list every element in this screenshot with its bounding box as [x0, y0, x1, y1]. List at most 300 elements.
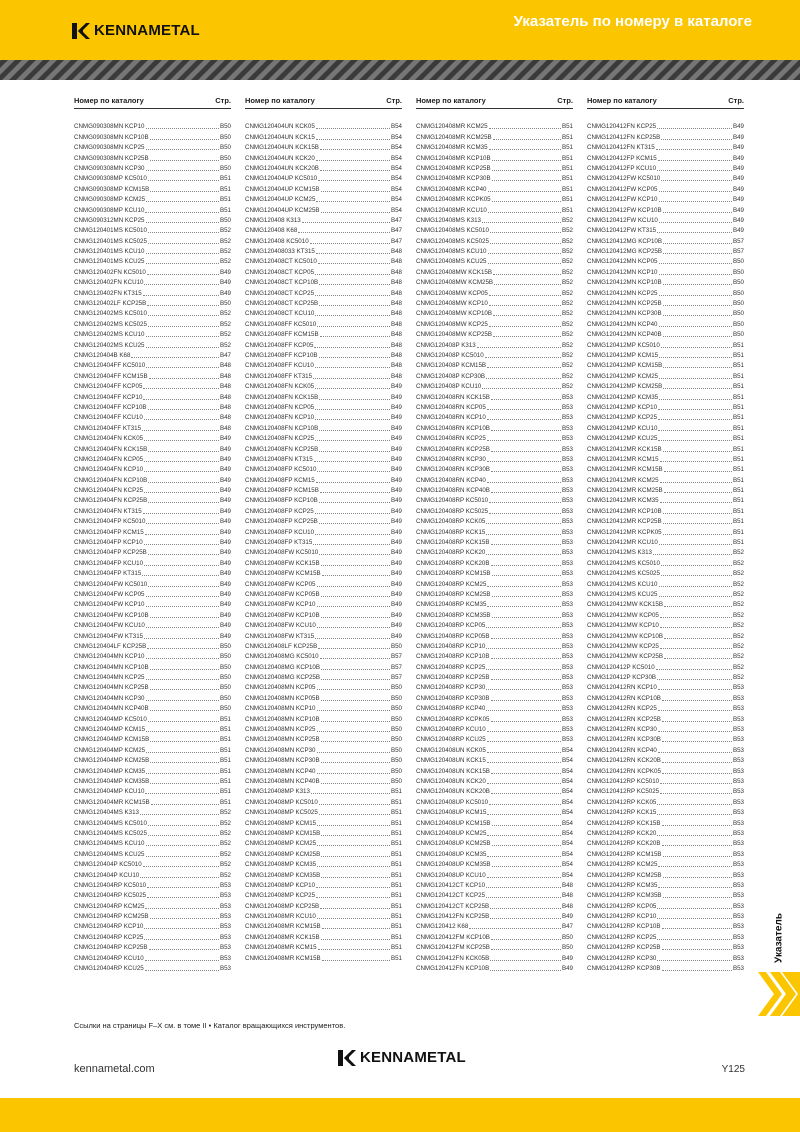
page-ref: B53	[561, 663, 573, 671]
index-row	[74, 454, 231, 464]
footer-logo	[338, 1049, 466, 1066]
catalog-number: CNMG120408MR KCPK05	[416, 196, 491, 204]
page-ref: B49	[390, 549, 402, 557]
dot-leader	[660, 502, 732, 503]
catalog-number: CNMG120408MP KC5025	[245, 809, 318, 817]
index-row	[587, 921, 744, 931]
page-ref: B52	[219, 850, 231, 858]
page-ref: B52	[561, 383, 573, 391]
index-row	[74, 744, 231, 754]
dot-leader	[316, 160, 390, 161]
dot-leader	[663, 305, 732, 306]
catalog-number: CNMG120412RN KCP30B	[587, 736, 661, 744]
index-row	[74, 630, 231, 640]
catalog-number: CNMG120404B K68	[74, 351, 131, 359]
index-row	[587, 713, 744, 723]
page-ref: B49	[219, 289, 231, 297]
index-row	[416, 828, 573, 838]
page-ref: B50	[732, 268, 744, 276]
index-row	[587, 890, 744, 900]
index-row	[587, 952, 744, 962]
catalog-number: CNMG120408FN KCP25B	[245, 445, 319, 453]
dot-leader	[143, 399, 219, 400]
index-row	[587, 776, 744, 786]
catalog-number: CNMG120404FW KC5010	[74, 580, 148, 588]
catalog-number: CNMG120408FW KT315	[245, 632, 315, 640]
catalog-number: CNMG120404FW KT315	[74, 632, 144, 640]
index-row	[587, 121, 744, 131]
page-ref: B51	[219, 798, 231, 806]
page-ref: B51	[732, 507, 744, 515]
catalog-number: CNMG120412RP KCM25B	[587, 871, 662, 879]
page-ref: B51	[390, 902, 402, 910]
dot-leader	[658, 689, 732, 690]
catalog-number: CNMG120412 K68	[416, 923, 469, 931]
page-ref: B49	[390, 611, 402, 619]
catalog-number: CNMG120408RN KCP40	[416, 476, 486, 484]
page-ref: B52	[219, 237, 231, 245]
page-ref: B50	[390, 684, 402, 692]
index-row	[74, 121, 231, 131]
dot-leader	[489, 149, 561, 150]
dot-leader	[662, 970, 732, 971]
dot-leader	[315, 440, 390, 441]
index-row	[416, 963, 573, 973]
page-ref: B52	[732, 632, 744, 640]
catalog-number: CNMG120408RN KCP10	[416, 414, 486, 422]
dot-leader	[491, 638, 561, 639]
index-row	[245, 755, 402, 765]
catalog-number: CNMG120408RP KCU10	[416, 726, 486, 734]
page-ref: B51	[390, 944, 402, 952]
page-ref: B51	[390, 881, 402, 889]
page-ref: B54	[561, 809, 573, 817]
dot-leader	[314, 347, 390, 348]
catalog-number: CNMG120408RP KCM35	[416, 601, 487, 609]
catalog-number: CNMG120408MN KCP25	[245, 726, 316, 734]
page-ref: B47	[561, 923, 573, 931]
page-ref: B51	[732, 518, 744, 526]
index-row	[416, 215, 573, 225]
chevron-right-icon[interactable]	[752, 972, 800, 1016]
dot-leader	[146, 149, 219, 150]
dot-leader	[488, 212, 561, 213]
catalog-no-heading: Номер по каталогу	[587, 96, 657, 105]
catalog-number: CNMG120408MW KCP25	[416, 320, 488, 328]
catalog-number: CNMG090308MN KCP25	[74, 144, 145, 152]
index-row	[587, 557, 744, 567]
catalog-number: CNMG120404FF KCM15B	[74, 372, 148, 380]
page-ref: B52	[219, 258, 231, 266]
catalog-number: CNMG120408MG KC5010	[245, 653, 319, 661]
page-ref: B53	[732, 829, 744, 837]
catalog-number: CNMG120408MW KCP05	[416, 289, 488, 297]
dot-leader	[316, 201, 390, 202]
dot-leader	[488, 263, 561, 264]
catalog-number: CNMG120404MN KCP10	[74, 653, 145, 661]
catalog-number: CNMG120412MS KC5010	[587, 559, 660, 567]
index-row	[74, 298, 231, 308]
page-ref: B51	[390, 798, 402, 806]
catalog-number: CNMG120408MP KCM25	[245, 840, 317, 848]
catalog-number: CNMG120408FF KCM15B	[245, 331, 319, 339]
dot-leader	[491, 700, 561, 701]
page-ref: B49	[219, 268, 231, 276]
index-row	[245, 890, 402, 900]
catalog-number: CNMG120408RP KCK15	[416, 528, 486, 536]
page-ref: B52	[732, 674, 744, 682]
dot-leader	[150, 741, 219, 742]
page-ref: B53	[561, 705, 573, 713]
catalog-number: CNMG120404RP KCP25	[74, 933, 144, 941]
dot-leader	[150, 669, 219, 670]
dot-leader	[664, 606, 732, 607]
dot-leader	[318, 180, 390, 181]
dot-leader	[302, 222, 390, 223]
page-ref: B54	[561, 778, 573, 785]
index-row	[416, 412, 573, 422]
dot-leader	[315, 367, 390, 368]
index-row	[587, 339, 744, 349]
catalog-number: CNMG120408MN KCP40	[245, 767, 316, 775]
index-row	[587, 547, 744, 557]
page-ref: B51	[390, 892, 402, 900]
catalog-number: CNMG120408FW KC5010	[245, 549, 319, 557]
catalog-number: CNMG120408UP KCM25	[416, 829, 487, 837]
page-ref: B51	[390, 829, 402, 837]
dot-leader	[660, 461, 732, 462]
index-row	[74, 900, 231, 910]
dot-leader	[663, 243, 732, 244]
dot-leader	[313, 378, 390, 379]
index-row	[416, 786, 573, 796]
index-row	[245, 838, 402, 848]
dot-leader	[321, 877, 390, 878]
side-tab[interactable]	[764, 908, 794, 968]
index-row	[74, 350, 231, 360]
index-row	[587, 277, 744, 287]
catalog-number: CNMG120408MR KCU10	[416, 206, 487, 214]
page-ref: B49	[390, 445, 402, 453]
index-row	[416, 900, 573, 910]
index-row	[245, 370, 402, 380]
index-row	[587, 672, 744, 682]
catalog-number: CNMG120408RP KCK15B	[416, 539, 490, 547]
page-ref: B53	[561, 674, 573, 682]
index-row	[245, 215, 402, 225]
dot-leader	[310, 243, 390, 244]
index-row	[245, 682, 402, 692]
dot-leader	[491, 451, 561, 452]
index-row	[245, 152, 402, 162]
catalog-number: CNMG120408UP KCM15	[416, 809, 487, 817]
index-row	[587, 350, 744, 360]
catalog-number: CNMG120408MR KCP30B	[416, 175, 491, 183]
page-ref: B49	[732, 133, 744, 141]
index-row	[245, 173, 402, 183]
index-row	[587, 703, 744, 713]
page-ref: B52	[561, 237, 573, 245]
index-row	[74, 495, 231, 505]
catalog-number: CNMG120402FN KCU10	[74, 279, 144, 287]
index-row	[245, 350, 402, 360]
index-row	[587, 859, 744, 869]
page-ref: B53	[732, 913, 744, 921]
catalog-number: CNMG120408FP KCM15	[245, 476, 315, 484]
catalog-number: CNMG120408RP KCP30	[416, 684, 486, 692]
index-row	[416, 194, 573, 204]
catalog-number: CNMG120412RN KCP25B	[587, 715, 661, 723]
catalog-number: CNMG120412RP KCK20B	[587, 840, 661, 848]
index-row	[416, 661, 573, 671]
dot-leader	[662, 721, 732, 722]
catalog-number: CNMG120412RP KCK15	[587, 809, 657, 817]
page-ref: B50	[561, 944, 573, 952]
catalog-number: CNMG120408RN KCP25B	[416, 445, 490, 453]
page-ref: B47	[390, 216, 402, 224]
dot-leader	[147, 305, 219, 306]
index-row	[416, 641, 573, 651]
index-row	[245, 443, 402, 453]
dot-leader	[150, 918, 219, 919]
index-row	[587, 454, 744, 464]
dot-leader	[144, 284, 219, 285]
catalog-number: CNMG120408 K313	[245, 216, 301, 224]
catalog-number: CNMG120412MR KCM15	[587, 455, 659, 463]
page-ref: B52	[561, 362, 573, 370]
catalog-number: CNMG120408MP KC5010	[245, 798, 318, 806]
index-row	[74, 807, 231, 817]
index-row	[245, 848, 402, 858]
page-ref: B54	[390, 175, 402, 183]
page-ref: B50	[219, 705, 231, 713]
dot-leader	[146, 367, 219, 368]
catalog-number: CNMG120412MN KCP30B	[587, 310, 662, 318]
page-ref: B48	[390, 331, 402, 339]
catalog-number: CNMG120408CT KCP25B	[245, 300, 319, 308]
catalog-number: CNMG120404RP KC5025	[74, 892, 147, 900]
index-row	[245, 557, 402, 567]
index-row	[587, 641, 744, 651]
page-ref: B53	[561, 559, 573, 567]
page-ref: B51	[219, 175, 231, 183]
dot-leader	[486, 887, 561, 888]
website-link[interactable]: kennametal.com	[74, 1063, 155, 1075]
catalog-number: CNMG120408MP KCP25	[245, 892, 316, 900]
dot-leader	[662, 700, 732, 701]
page-ref: B52	[219, 861, 231, 869]
dot-leader	[146, 523, 219, 524]
index-row	[74, 412, 231, 422]
index-row	[587, 692, 744, 702]
dot-leader	[491, 721, 561, 722]
dot-leader	[487, 814, 561, 815]
catalog-number: CNMG120408MG KCP25B	[245, 674, 320, 682]
catalog-number: CNMG120404MN KCP25	[74, 674, 145, 682]
catalog-number: CNMG120412FP KCU10	[587, 164, 657, 172]
catalog-number: CNMG120412FW KCP10B	[587, 206, 662, 214]
page-ref: B49	[732, 123, 744, 131]
index-row	[587, 734, 744, 744]
catalog-number: CNMG090308MP KCM25	[74, 196, 146, 204]
catalog-number: CNMG120408MP KCM15B	[245, 829, 321, 837]
catalog-number: CNMG120408UN KCK20	[416, 778, 486, 785]
catalog-number: CNMG120408RN KCP25	[416, 435, 486, 443]
index-row	[416, 692, 573, 702]
index-row	[74, 734, 231, 744]
index-row	[416, 329, 573, 339]
index-row	[416, 942, 573, 952]
page-ref: B49	[390, 622, 402, 630]
catalog-number: CNMG120412RP KCK15B	[587, 819, 661, 827]
page-ref: B53	[732, 923, 744, 931]
index-row	[74, 848, 231, 858]
dot-leader	[663, 388, 732, 389]
page-ref: B50	[390, 757, 402, 765]
dot-leader	[659, 544, 732, 545]
page-ref: B50	[732, 279, 744, 287]
dot-leader	[489, 326, 561, 327]
page-heading: Стр.	[215, 96, 231, 105]
dot-leader	[150, 762, 219, 763]
page-ref: B52	[561, 310, 573, 318]
catalog-number: CNMG120412MW KCP05	[587, 611, 659, 619]
catalog-number: CNMG120408CT KCU10	[245, 310, 315, 318]
brand-name: KENNAMETAL	[94, 22, 200, 39]
page-ref: B51	[390, 819, 402, 827]
dot-leader	[150, 689, 219, 690]
catalog-number: CNMG120404FW KCP10B	[74, 611, 149, 619]
dot-leader	[658, 160, 732, 161]
index-row	[74, 838, 231, 848]
catalog-number: CNMG120412MP KCU10	[587, 424, 658, 432]
index-row	[245, 526, 402, 536]
page-ref: B53	[732, 736, 744, 744]
dot-leader	[148, 315, 219, 316]
page-ref: B51	[732, 403, 744, 411]
catalog-number: CNMG120412MP KCM25B	[587, 383, 663, 391]
catalog-number: CNMG120408MP K313	[245, 788, 310, 796]
catalog-number: CNMG120404MP KCM35B	[74, 778, 150, 785]
catalog-number: CNMG120412MW KCP25	[587, 642, 659, 650]
page-ref: B49	[732, 185, 744, 193]
page-ref: B52	[732, 590, 744, 598]
index-row	[245, 578, 402, 588]
index-row	[416, 318, 573, 328]
catalog-number: CNMG120404UN KCK15B	[245, 144, 319, 152]
catalog-number: CNMG120412MN KCP40B	[587, 331, 662, 339]
index-row	[587, 298, 744, 308]
page-ref: B49	[219, 487, 231, 495]
dot-leader	[314, 461, 390, 462]
catalog-number: CNMG120408MN KCP25B	[245, 736, 320, 744]
dot-leader	[487, 741, 561, 742]
catalog-number: CNMG120408 K68	[245, 227, 298, 235]
catalog-number: CNMG120412RP KCK05	[587, 798, 657, 806]
index-row	[416, 599, 573, 609]
dot-leader	[659, 326, 732, 327]
dot-leader	[469, 928, 561, 929]
catalog-number: CNMG120404FF KT315	[74, 424, 142, 432]
dot-leader	[317, 752, 390, 753]
dot-leader	[490, 243, 561, 244]
dot-leader	[322, 575, 390, 576]
dot-leader	[321, 783, 390, 784]
page-ref: B53	[561, 632, 573, 640]
page-ref: B52	[219, 320, 231, 328]
page-ref: B53	[732, 933, 744, 941]
dot-leader	[487, 877, 561, 878]
page-ref: B53	[732, 778, 744, 785]
index-row	[416, 807, 573, 817]
dot-leader	[663, 451, 732, 452]
dot-leader	[146, 731, 219, 732]
page-ref: B53	[561, 653, 573, 661]
dot-leader	[320, 336, 390, 337]
page-ref: B51	[390, 850, 402, 858]
catalog-number: CNMG120408MP KCM35	[245, 861, 317, 869]
index-row	[587, 505, 744, 515]
dot-leader	[317, 689, 390, 690]
dot-leader	[489, 128, 561, 129]
page-ref: B51	[390, 913, 402, 921]
page-ref: B51	[561, 133, 573, 141]
dot-leader	[659, 201, 732, 202]
dot-leader	[146, 700, 219, 701]
catalog-number: CNMG120408FP KCP25B	[245, 518, 318, 526]
page-ref: B50	[390, 642, 402, 650]
catalog-number: CNMG120408RP KCP10	[416, 642, 486, 650]
index-row	[416, 287, 573, 297]
page-ref: B49	[390, 403, 402, 411]
dot-leader	[144, 492, 219, 493]
index-row	[416, 744, 573, 754]
index-row	[587, 464, 744, 474]
dot-leader	[486, 523, 561, 524]
index-row	[245, 869, 402, 879]
catalog-number: CNMG120408MN KCP40B	[245, 778, 320, 785]
dot-leader	[491, 471, 561, 472]
page-ref: B49	[390, 559, 402, 567]
catalog-number: CNMG120412FW KT315	[587, 227, 657, 235]
index-row	[416, 433, 573, 443]
page-ref: B49	[390, 528, 402, 536]
index-row	[587, 838, 744, 848]
catalog-number: CNMG120412RP KCP05	[587, 902, 657, 910]
page-ref: B53	[561, 642, 573, 650]
dot-leader	[487, 461, 561, 462]
index-column-3	[416, 96, 573, 973]
page-ref: B49	[390, 507, 402, 515]
page-ref: B49	[390, 393, 402, 401]
dot-leader	[319, 502, 390, 503]
catalog-number: CNMG120412FN KCP25B	[587, 133, 661, 141]
catalog-number: CNMG120408FW KCK15B	[245, 559, 320, 567]
page-ref: B49	[732, 175, 744, 183]
dot-leader	[659, 596, 732, 597]
catalog-number: CNMG120408RP KCM25	[416, 580, 487, 588]
page-ref: B53	[732, 788, 744, 796]
index-row	[74, 235, 231, 245]
page-ref: B49	[219, 559, 231, 567]
index-row	[74, 142, 231, 152]
page-ref: B51	[732, 528, 744, 536]
dot-leader	[145, 212, 219, 213]
index-row	[245, 495, 402, 505]
index-row	[245, 121, 402, 131]
page-ref: B49	[390, 590, 402, 598]
dot-leader	[144, 939, 219, 940]
